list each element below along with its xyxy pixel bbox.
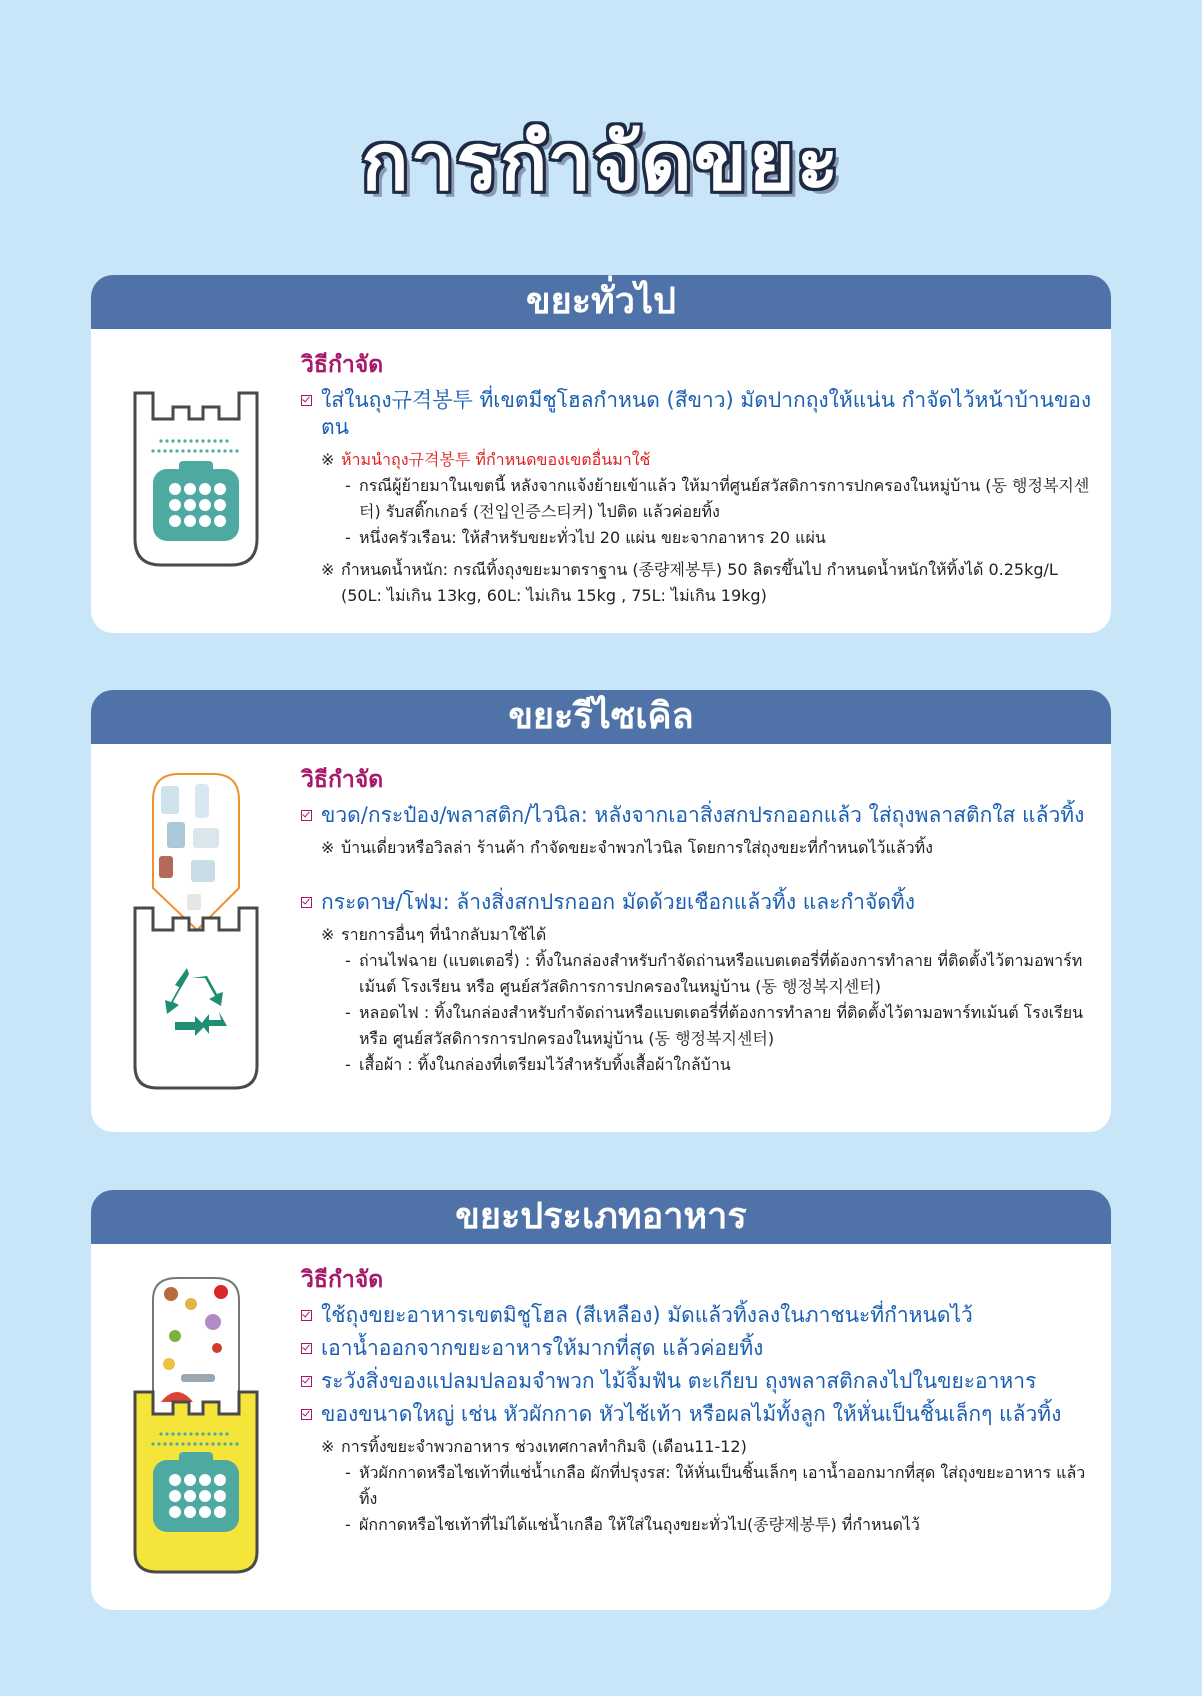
recycle-heading: ขยะรีไซเคิล [91,690,1111,744]
food-waste-card [91,1190,1111,1610]
recycle-item-bottles [301,802,1097,829]
food-waste-heading: ขยะประเภทอาหาร [91,1190,1111,1244]
recycle-sub: - หลอดไฟ : ทิ้งในกล่องสำหรับกำจัดถ่านหรือแบตเตอรี่ที่ต้องการทำลาย ที่ติดตั้งไว้ตามอพาร์ทเม้นต์ โรงเรียน หรือ ศูนย์สวัสดิการการปกครองในหมู่บ้าน (동 행정복지센터) [345,1003,1084,1048]
reference-mark-icon: ※ [321,560,335,579]
general-waste-card [91,275,1111,633]
checkbox-icon [301,1310,312,1321]
food-method-label: วิธีกำจัด [301,1267,384,1293]
reference-mark-icon: ※ [321,838,335,857]
recycle-method-label: วิธีกำจัด [301,767,384,793]
food-item [301,1368,1097,1395]
general-note-weight [301,557,1097,609]
food-item-text: ของขนาดใหญ่ เช่น หัวผักกาด หัวไช้เท้า หรือผลไม้ทั้งลูก ให้หั่นเป็นชิ้นเล็กๆ แล้วทิ้ง [321,1402,1062,1426]
food-sub-text: หัวผักกาดหรือไชเท้าที่แช่น้ำเกลือ ผักที่ปรุงรส: ให้หั่นเป็นชิ้นเล็กๆ เอาน้ำออกมากที่สุด ใส่ถุงขยะอาหาร แล้วทิ้ง [359,1463,1086,1508]
reference-mark-icon: ※ [321,925,335,944]
food-sub: - ผักกาดหรือไชเท้าที่ไม่ได้แช่น้ำเกลือ ให้ใส่ในถุงขยะทั่วไป(종량제봉투) ที่กำหนดไว้ [345,1515,920,1534]
food-sub-text: ผักกาดหรือไชเท้าที่ไม่ได้แช่น้ำเกลือ ให้ใส่ในถุงขยะทั่วไป(종량제봉투) ที่กำหนดไว้ [359,1515,920,1534]
food-note-kimchi [301,1434,1097,1460]
recycle-card [91,690,1111,1132]
food-item [301,1401,1097,1428]
yellow-bag-icon [131,1274,261,1574]
recycle-item-paper-text: กระดาษ/โฟม: ล้างสิ่งสกปรกออก มัดด้วยเชือกแล้วทิ้ง และกำจัดทิ้ง [321,890,915,914]
recycle-bag-icon [131,770,261,1090]
general-method-label: วิธีกำจัด [301,352,384,378]
general-item [301,387,1097,441]
food-item [301,1302,1097,1329]
recycle-note-other [301,922,1097,948]
recycle-note-other-text: รายการอื่นๆ ที่นำกลับมาใช้ได้ [341,925,547,944]
general-note-weight-text: กำหนดน้ำหนัก: กรณีทิ้งถุงขยะมาตราฐาน (종량제봉투) 50 ลิตรขึ้นไป กำหนดน้ำหนักให้ทิ้งได้ 0.25kg/L (50L: ไม่เกิน 13kg, 60L: ไม่เกิน 15kg , 75L: ไม่เกิน 19kg) [341,560,1058,605]
white-bag-icon [131,389,261,569]
reference-mark-icon: ※ [321,450,335,469]
recycle-item-bottles-text: ขวด/กระป๋อง/พลาสติก/ไวนิล: หลังจากเอาสิ่งสกปรกออกแล้ว ใส่ถุงพลาสติกใส แล้วทิ้ง [321,803,1085,827]
food-item-text: ใช้ถุงขยะอาหารเขตมิชูโฮล (สีเหลือง) มัดแล้วทิ้งลงในภาชนะที่กำหนดไว้ [321,1303,973,1327]
checkbox-icon [301,1343,312,1354]
general-sub-text: กรณีผู้ย้ายมาในเขตนี้ หลังจากแจ้งย้ายเข้าแล้ว ให้มาที่ศูนย์สวัสดิการการปกครองในหมู่บ้าน (동 행정복지센터) รับสติ๊กเกอร์ (전입인증스티커) ไปติด แล้วค่อยทิ้ง [359,476,1090,521]
general-sub-text: หนึ่งครัวเรือน: ให้สำหรับขยะทั่วไป 20 แผ่น ขยะจากอาหาร 20 แผ่น [359,528,826,547]
general-sub: - กรณีผู้ย้ายมาในเขตนี้ หลังจากแจ้งย้ายเข้าแล้ว ให้มาที่ศูนย์สวัสดิการการปกครองในหมู่บ้าน (동 행정복지센터) รับสติ๊กเกอร์ (전입인증스티커) ไปติด แล้วค่อยทิ้ง [345,476,1090,521]
food-item-text: เอาน้ำออกจากขยะอาหารให้มากที่สุด แล้วค่อยทิ้ง [321,1336,764,1360]
checkbox-icon [301,897,312,908]
recycle-note-vinyl [301,835,1097,861]
general-waste-heading: ขยะทั่วไป [91,275,1111,329]
general-item-text: ใส่ในถุง규격봉투 ที่เขตมีชูโฮลกำหนด (สีขาว) มัดปากถุงให้แน่น กำจัดไว้หน้าบ้านของตน [321,388,1092,439]
recycle-item-paper [301,889,1097,916]
food-note-kimchi-text: การทิ้งขยะจำพวกอาหาร ช่วงเทศกาลทำกิมจิ (เดือน11-12) [341,1437,747,1456]
checkbox-icon [301,1376,312,1387]
food-sub: - หัวผักกาดหรือไชเท้าที่แช่น้ำเกลือ ผักที่ปรุงรส: ให้หั่นเป็นชิ้นเล็กๆ เอาน้ำออกมากที่สุด ใส่ถุงขยะอาหาร แล้วทิ้ง [345,1463,1086,1508]
recycle-note-vinyl-text: บ้านเดี่ยวหรือวิลล่า ร้านค้า กำจัดขยะจำพวกไวนิล โดยการใส่ถุงขยะที่กำหนดไว้แล้วทิ้ง [341,838,933,857]
reference-mark-icon: ※ [321,1437,335,1456]
general-note-ban-text: ห้ามนำถุง규격봉투 ที่กำหนดของเขตอื่นมาใช้ [341,450,651,469]
general-note-ban [301,447,1097,473]
checkbox-icon [301,810,312,821]
recycle-sub-text: หลอดไฟ : ทิ้งในกล่องสำหรับกำจัดถ่านหรือแบตเตอรี่ที่ต้องการทำลาย ที่ติดตั้งไว้ตามอพาร์ทเม้นต์ โรงเรียน หรือ ศูนย์สวัสดิการการปกครองในหมู่บ้าน (동 행정복지센터) [359,1003,1084,1048]
recycle-sub: - เสื้อผ้า : ทิ้งในกล่องที่เตรียมไว้สำหรับทิ้งเสื้อผ้าใกล้บ้าน [345,1055,731,1074]
checkbox-icon [301,1409,312,1420]
recycle-sub-text: เสื้อผ้า : ทิ้งในกล่องที่เตรียมไว้สำหรับทิ้งเสื้อผ้าใกล้บ้าน [359,1055,731,1074]
food-item [301,1335,1097,1362]
food-item-text: ระวังสิ่งของแปลมปลอมจำพวก ไม้จิ้มฟัน ตะเกียบ ถุงพลาสติกลงไปในขยะอาหาร [321,1369,1037,1393]
recycle-sub: - ถ่านไฟฉาย (แบตเตอรี่) : ทิ้งในกล่องสำหรับกำจัดถ่านหรือแบตเตอรี่ที่ต้องการทำลาย ที่ติดตั้งไว้ตามอพาร์ทเม้นต์ โรงเรียน หรือ ศูนย์สวัสดิการการปกครองในหมู่บ้าน (동 행정복지센터) [345,951,1083,996]
checkbox-icon [301,395,312,406]
recycle-sub-text: ถ่านไฟฉาย (แบตเตอรี่) : ทิ้งในกล่องสำหรับกำจัดถ่านหรือแบตเตอรี่ที่ต้องการทำลาย ที่ติดตั้งไว้ตามอพาร์ทเม้นต์ โรงเรียน หรือ ศูนย์สวัสดิการการปกครองในหมู่บ้าน (동 행정복지센터) [359,951,1083,996]
general-sub: - หนึ่งครัวเรือน: ให้สำหรับขยะทั่วไป 20 แผ่น ขยะจากอาหาร 20 แผ่น [345,528,826,547]
page-title: การกำจัดขยะ [361,118,841,208]
